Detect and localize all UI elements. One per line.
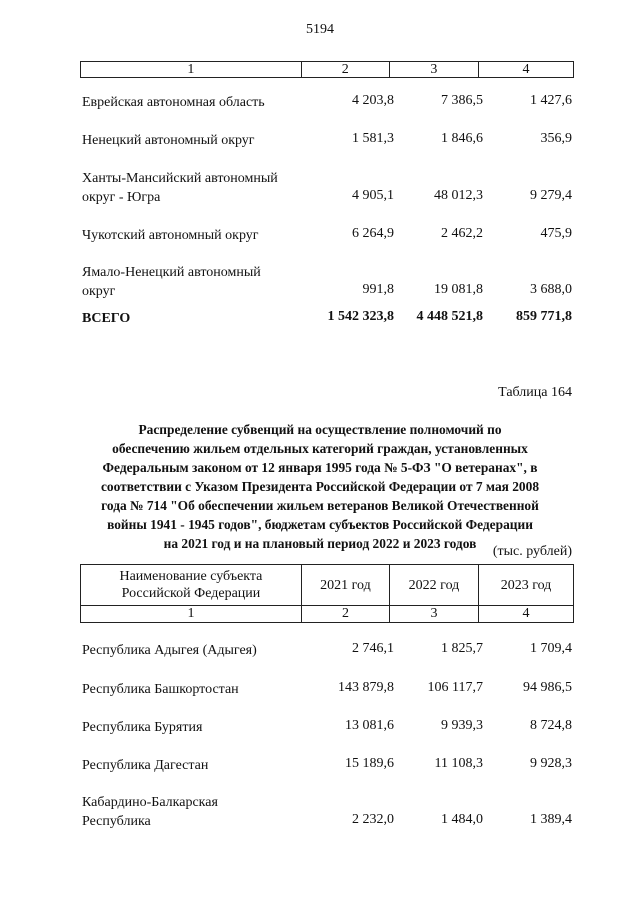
page-number: 5194 [306, 22, 334, 37]
value-col-3: 48 012,3 [434, 188, 483, 203]
table-row [82, 641, 574, 661]
units-label: (тыс. рублей) [492, 544, 572, 559]
region-name: Ямало-Ненецкий автономный округ [82, 265, 261, 299]
region-name: Ханты-Мансийский автономный округ - Югра [82, 171, 278, 205]
region-name: Чукотский автономный округ [82, 228, 259, 243]
header-2022: 2022 год [389, 565, 478, 606]
total-col-4: 859 771,8 [516, 309, 572, 324]
col-number-1: 1 [81, 606, 302, 623]
value-2023: 1 709,4 [530, 641, 572, 656]
region-name: Республика Дагестан [82, 758, 209, 773]
value-col-4: 9 279,4 [530, 188, 572, 203]
value-col-3: 7 386,5 [441, 93, 483, 108]
total-row [82, 309, 574, 329]
total-label: ВСЕГО [82, 311, 131, 326]
table-row [82, 793, 574, 833]
value-2023: 9 928,3 [530, 756, 572, 771]
value-2022: 106 117,7 [427, 680, 483, 695]
header-name-col: Наименование субъекта Российской Федерации [81, 565, 302, 606]
value-col-4: 1 427,6 [530, 93, 572, 108]
region-name: Еврейская автономная область [82, 95, 265, 110]
value-2022: 1 825,7 [441, 641, 483, 656]
table-header [80, 564, 574, 623]
value-col-3: 1 846,6 [441, 131, 483, 146]
value-col-2: 6 264,9 [352, 226, 394, 241]
table-row [82, 131, 574, 151]
region-name: Ненецкий автономный округ [82, 133, 255, 148]
value-col-4: 475,9 [540, 226, 572, 241]
col-number-4: 4 [479, 606, 574, 623]
col-number-3: 3 [389, 606, 478, 623]
value-2021: 143 879,8 [338, 680, 394, 695]
value-col-2: 4 203,8 [352, 93, 394, 108]
table-title: Распределение субвенций на осуществление полномочий по обеспечению жильем отдельных категорий граждан, установленных Федеральным законом от 12 января 1995 года № 5-ФЗ "О ветеранах", в соответствии с Указом Президента Российской Федерации от 7 мая 2008 года № 714 "Об обеспечении жильем ветеранов Великой Отечественной войны 1941 - 1945 годов", бюджетам субъектов Российской Федерации на 2021 год и на плановый период 2022 и 2023 годов [100, 422, 540, 551]
value-col-4: 356,9 [540, 131, 572, 146]
value-2023: 1 389,4 [530, 812, 572, 827]
value-2021: 15 189,6 [345, 756, 394, 771]
table-row [82, 93, 574, 113]
col-number-2: 2 [301, 62, 389, 78]
value-col-3: 19 081,8 [434, 282, 483, 297]
table-row [82, 680, 574, 700]
header-2023: 2023 год [479, 565, 574, 606]
table-row [82, 718, 574, 738]
value-2023: 8 724,8 [530, 718, 572, 733]
region-name: Республика Бурятия [82, 720, 203, 735]
value-col-3: 2 462,2 [441, 226, 483, 241]
table-row [82, 263, 574, 303]
table-row [82, 226, 574, 246]
table-row [82, 756, 574, 776]
value-2022: 1 484,0 [441, 812, 483, 827]
col-number-3: 3 [389, 62, 478, 78]
col-number-2: 2 [301, 606, 389, 623]
total-col-2: 1 542 323,8 [327, 309, 394, 324]
total-col-3: 4 448 521,8 [416, 309, 483, 324]
value-2021: 2 232,0 [352, 812, 394, 827]
top-table-col-numbers [80, 61, 574, 78]
region-name: Республика Башкортостан [82, 682, 239, 697]
region-name: Кабардино-Балкарская Республика [82, 795, 218, 829]
value-2021: 13 081,6 [345, 718, 394, 733]
col-number-4: 4 [478, 62, 573, 78]
value-col-2: 4 905,1 [352, 188, 394, 203]
region-name: Республика Адыгея (Адыгея) [82, 643, 257, 658]
value-2022: 9 939,3 [441, 718, 483, 733]
value-2021: 2 746,1 [352, 641, 394, 656]
value-2022: 11 108,3 [434, 756, 483, 771]
header-2021: 2021 год [301, 565, 389, 606]
value-col-2: 991,8 [362, 282, 394, 297]
value-col-2: 1 581,3 [352, 131, 394, 146]
table-number-label: Таблица 164 [498, 385, 572, 400]
value-2023: 94 986,5 [523, 680, 572, 695]
col-number-1: 1 [81, 62, 302, 78]
table-row [82, 169, 574, 209]
value-col-4: 3 688,0 [530, 282, 572, 297]
